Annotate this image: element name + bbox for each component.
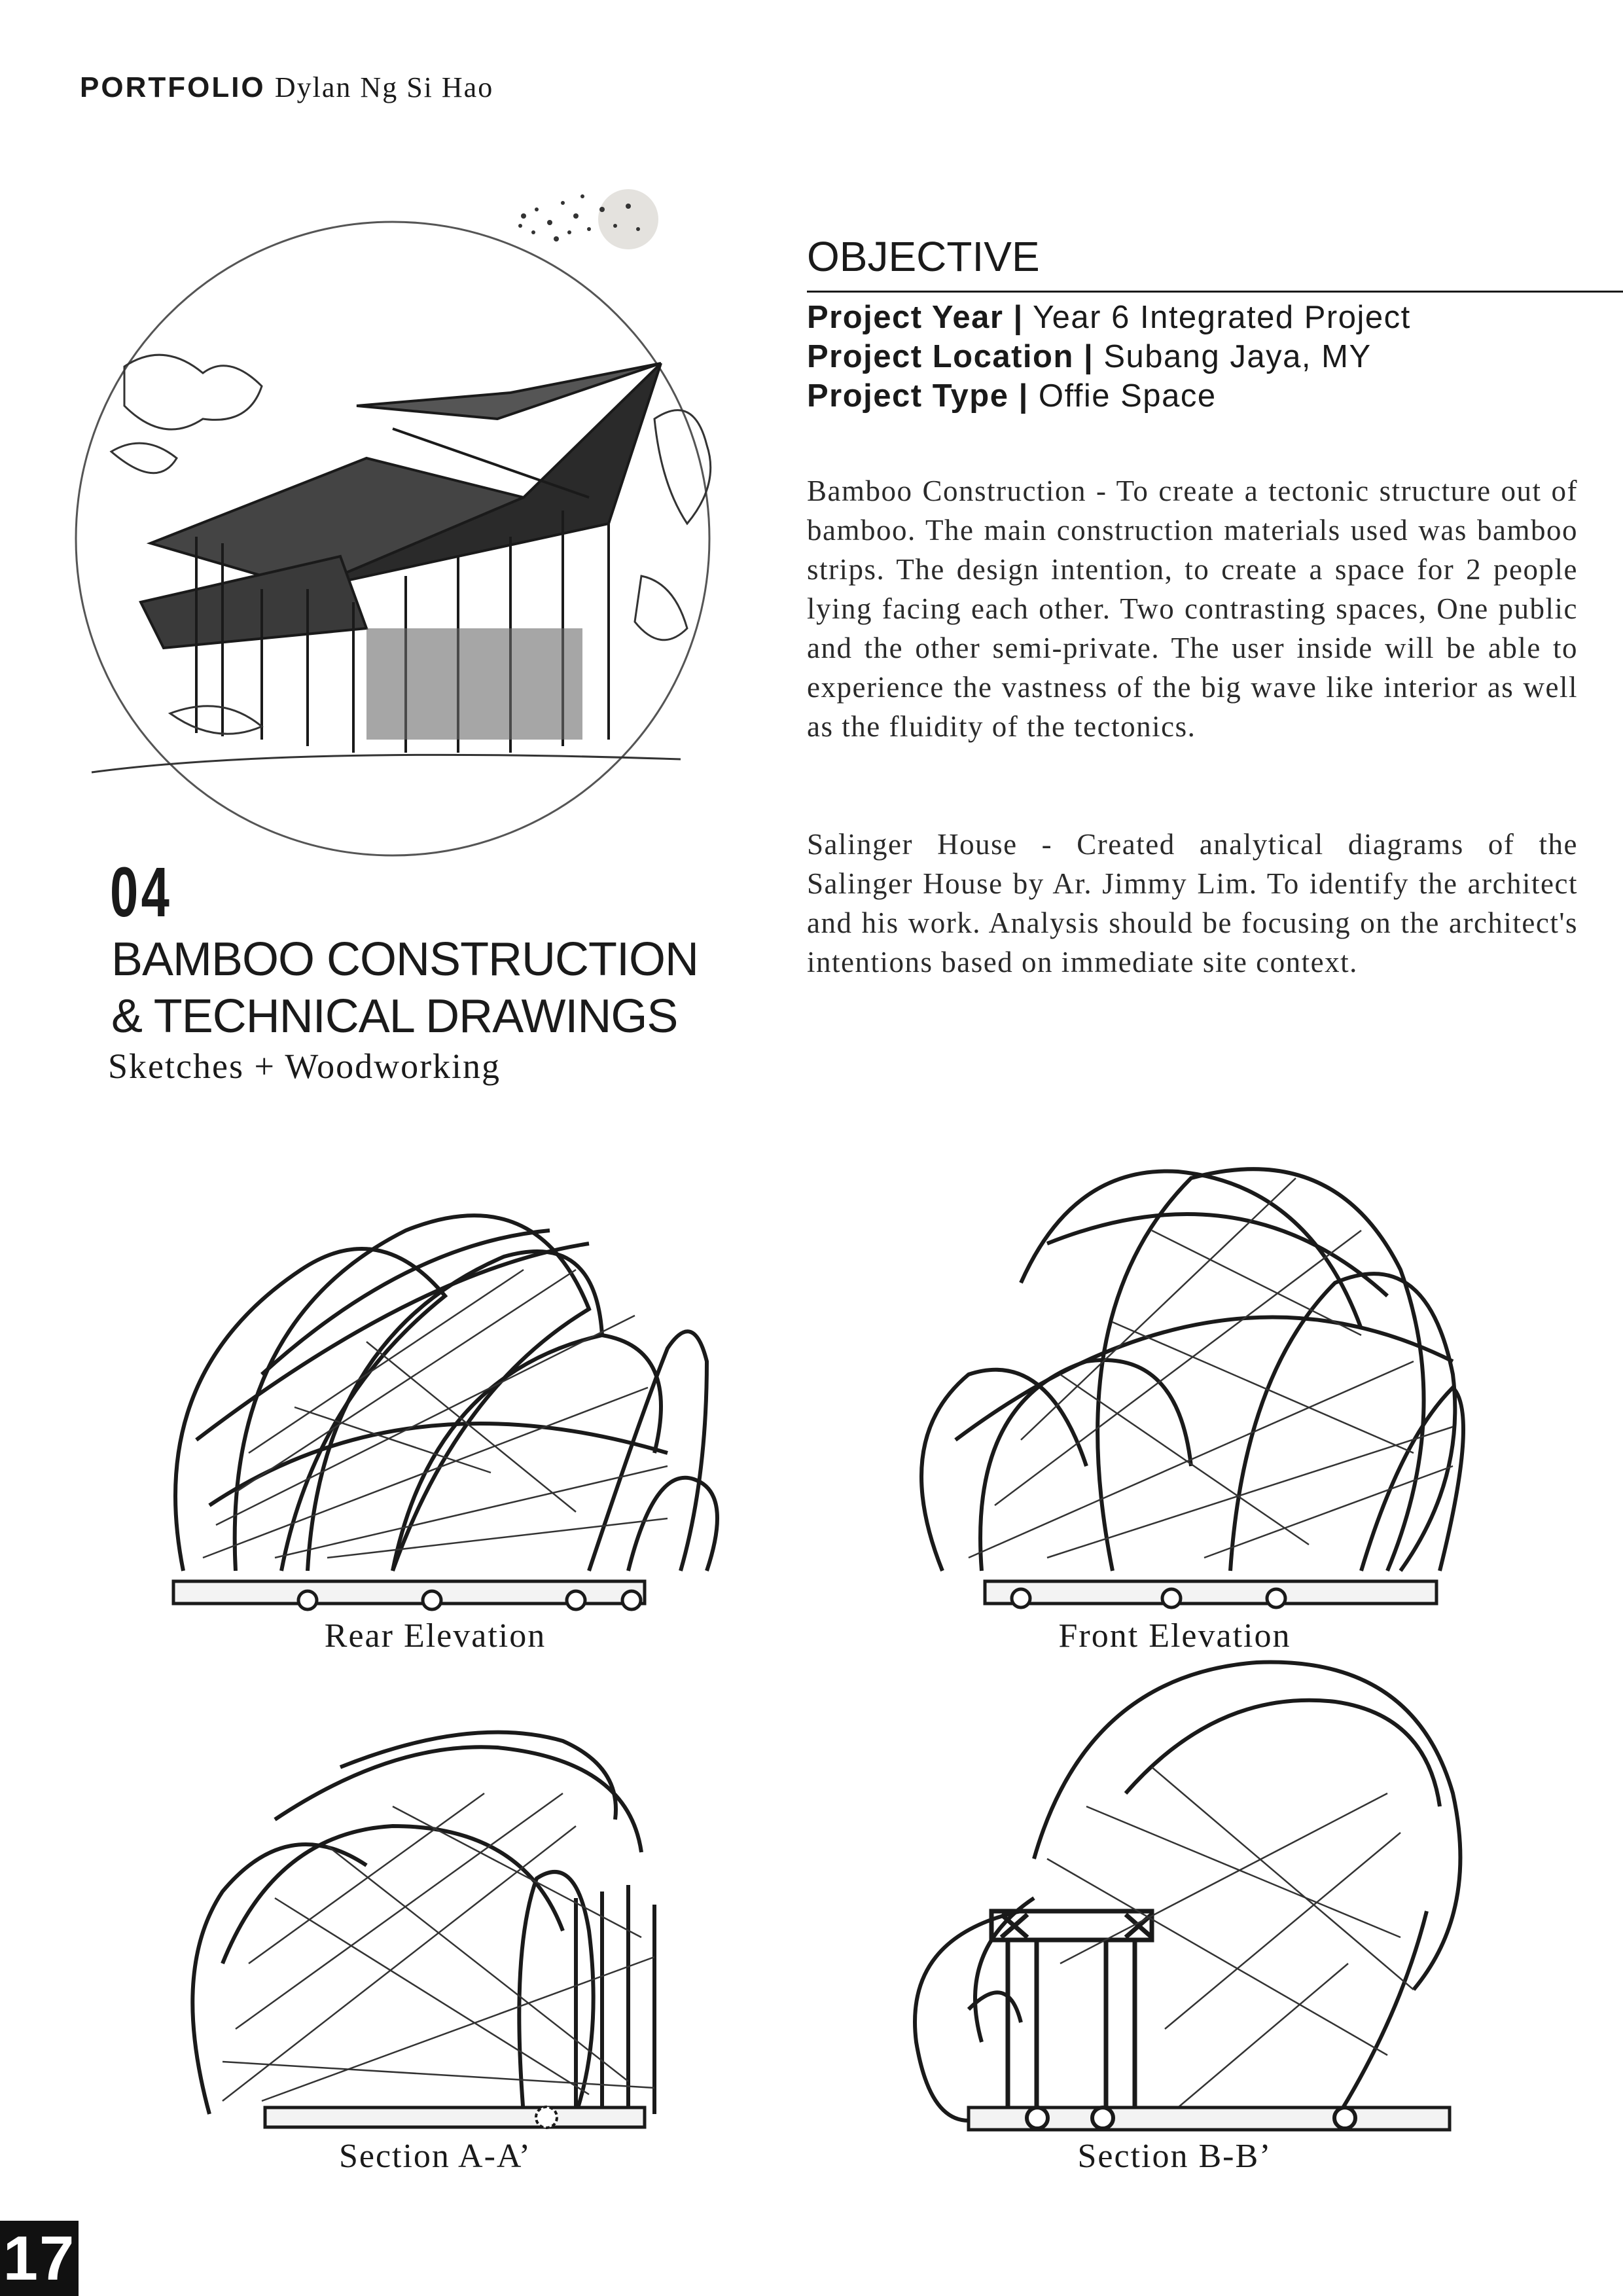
caption-front-elevation: Front Elevation bbox=[1058, 1617, 1291, 1655]
meta-key: Project Type | bbox=[807, 378, 1029, 414]
author-name: Dylan Ng Si Hao bbox=[274, 71, 494, 103]
project-title-line2: & TECHNICAL DRAWINGS bbox=[111, 990, 678, 1043]
caption-rear-elevation: Rear Elevation bbox=[324, 1617, 546, 1655]
meta-value: Year 6 Integrated Project bbox=[1032, 300, 1411, 335]
project-subtitle: Sketches + Woodworking bbox=[108, 1047, 501, 1086]
meta-value: Offie Space bbox=[1038, 378, 1217, 414]
objective-title: OBJECTIVE bbox=[807, 233, 1040, 280]
portfolio-label: PORTFOLIO bbox=[80, 71, 266, 103]
project-title-line1: BAMBOO CONSTRUCTION bbox=[111, 933, 699, 986]
paragraph-salinger-house: Salinger House - Created analytical diagrams of the Salinger House by Ar. Jimmy Lim. To identify the architect and his work. Analysis should be focusing on the architect's intentions based on immediate site context. bbox=[807, 828, 1578, 978]
paragraph-bamboo-construction: Bamboo Construction - To create a tectonic structure out of bamboo. The main construction materials used was bamboo strips. The design intention, to create a space for 2 people lying facing each other. Two contrasting spaces, One public and the other semi-private. The user inside will be able to experience the vastness of the big wave like interior as well as the fluidity of the tectonics. bbox=[807, 475, 1578, 743]
caption-section-aa: Section A-A’ bbox=[338, 2138, 532, 2175]
project-number: 04 bbox=[110, 852, 173, 931]
meta-key: Project Location | bbox=[807, 339, 1094, 374]
caption-section-bb: Section B-B’ bbox=[1077, 2138, 1272, 2175]
meta-value: Subang Jaya, MY bbox=[1103, 339, 1372, 374]
page-number: 17 bbox=[3, 2223, 76, 2293]
meta-key: Project Year | bbox=[807, 300, 1024, 335]
